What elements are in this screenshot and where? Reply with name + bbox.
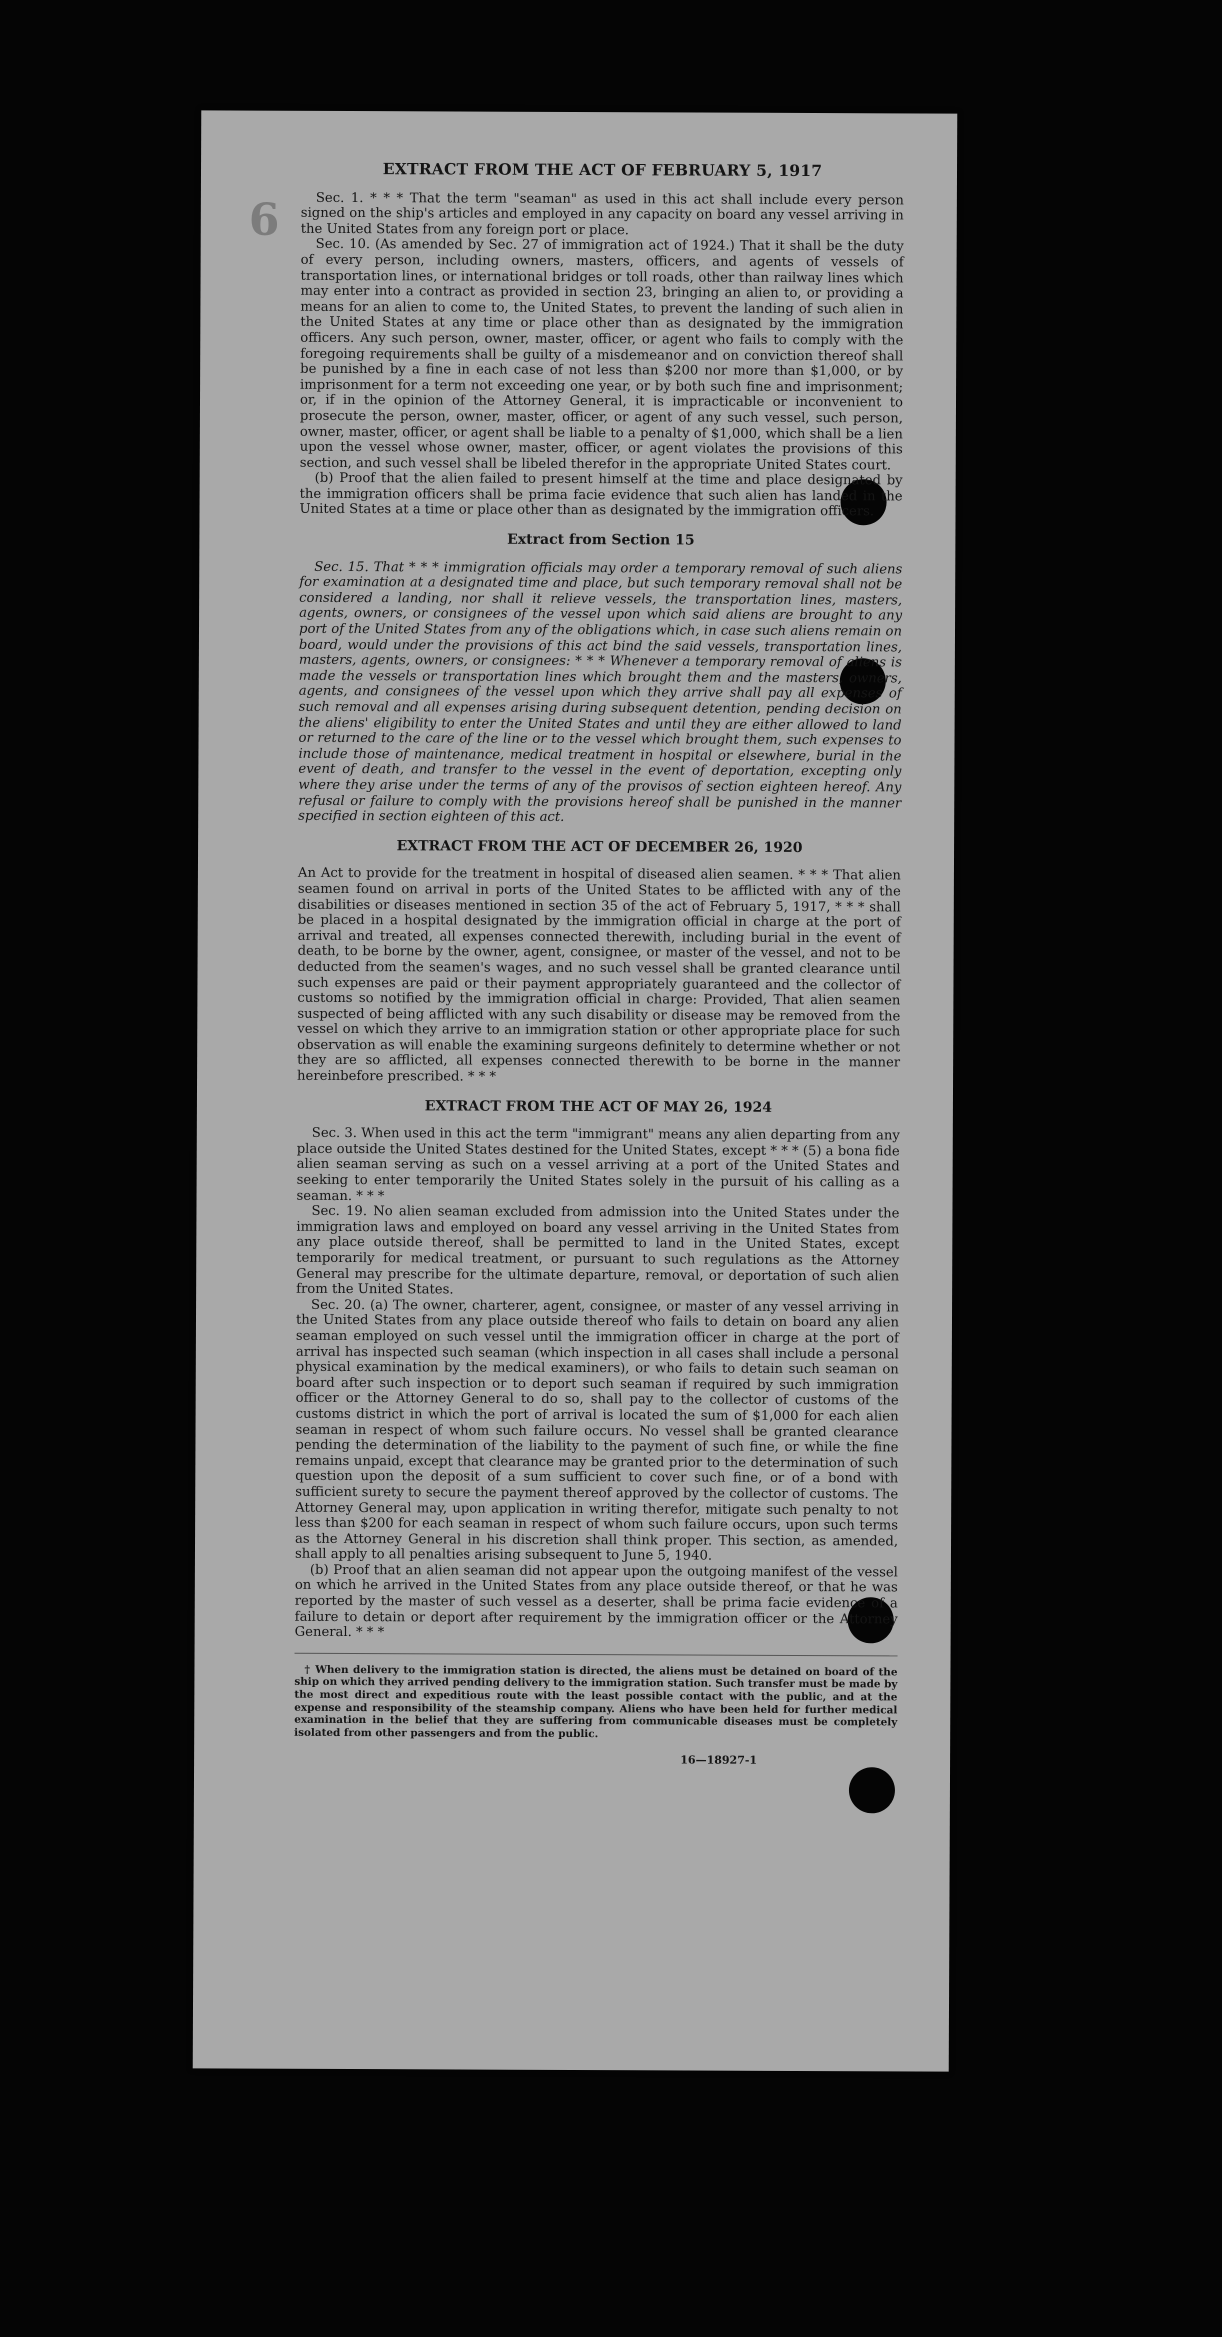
punch-hole	[849, 1767, 895, 1813]
paragraph: An Act to provide for the treatment in hospital of diseased alien seamen. * * * That alien seamen found on arrival in ports of the United States to be afflicted with any of the disabilities or diseases mentioned in section 35 of the act of February 5, 1917, * * * shall be placed in a hospital designated by the immigration official in charge at the port of arrival and treated, all expenses connected therewith, including burial in the event of death, to be borne by the owner, agent, consignee, or master of the vessel, and not to be deducted from the seamen's wages, and no such vessel shall be granted clearance until such expenses are paid or their payment appropriately guaranteed and the collector of customs so notified by the immigration official in charge: Provided, That alien seamen suspected of being afflicted with any such disability or disease may be removed from the vessel on which they arrive to an immigration station or other appropriate place for such observation as will enable the examining surgeons definitely to determine whether or not they are so afflicted, all expenses connected therewith to be borne in the manner hereinbefore prescribed. * * *	[297, 866, 901, 1085]
section-act-feb-1917	[299, 161, 904, 521]
paragraph: (b) Proof that the alien failed to present himself at the time and place designated by the immigration officers shall be prima facie evidence that such alien has landed in the United States at a time or place other than as designated by the immigration officers.	[299, 471, 903, 520]
section-heading: EXTRACT FROM THE ACT OF FEBRUARY 5, 1917	[382, 159, 823, 181]
paragraph: Sec. 15. That * * * immigration officials may order a temporary removal of such aliens for examination at a designated time and place, but such temporary removal shall not be considered a landing, nor shall it relieve vessels, the transportation lines, masters, agents, owners, or consignees of the vessel upon which said aliens are brought to any port of the United States from any of the obligations which, in case such aliens remain on board, would under the provisions of this act bind the said vessels, transportation lines, masters, agents, owners, or consignees: * * * Whenever a temporary removal of aliens is made the vessels or transportation lines which brought them and the masters, owners, agents, and consignees of the vessel upon which they arrive shall pay all expenses of such removal and all expenses arising during subsequent detention, pending decision on the aliens' eligibility to enter the United States and until they are either allowed to land or returned to the care of the line or to the vessel which brought them, such expenses to include those of maintenance, medical treatment in hospital or elsewhere, burial in the event of death, and transfer to the vessel in the event of deportation, excepting only where they arise under the terms of any of the provisos of section eighteen hereof. Any refusal or failure to comply with the provisions hereof shall be punished in the manner specified in section eighteen of this act.	[298, 559, 903, 826]
section-heading: EXTRACT FROM THE ACT OF DECEMBER 26, 1920	[396, 837, 803, 856]
document-text	[294, 161, 904, 1770]
section-act-dec-1920	[297, 839, 901, 1088]
faded-margin-mark: 6	[248, 194, 280, 246]
paragraph: Sec. 1. * * * That the term "seaman" as used in this act shall include every person signed on the ship's articles and employed in any capacity on board any vessel arriving in the United States from any foreign port or place.	[300, 190, 904, 239]
paragraph: Sec. 3. When used in this act the term "immigrant" means any alien departing from any place outside the United States destined for the United States, except * * * (5) a bona fide alien seaman serving as such on a vessel arriving at a port of the United States and seeking to enter temporarily the United States solely in the pursuit of his calling as a seaman. * * *	[296, 1126, 900, 1204]
form-number: 16—18927-1	[680, 1753, 758, 1768]
paragraph: Sec. 19. No alien seaman excluded from admission into the United States under the immigration laws and employed on board any vessel arriving in the United States from any place outside thereof, shall be permitted to land in the United States, except temporarily for medical treatment, or pursuant to such regulations as the Attorney General may prescribe for the ultimate departure, removal, or deportation of such alien from the United States.	[296, 1204, 900, 1298]
document-page	[193, 110, 958, 2071]
paragraph: (b) Proof that an alien seaman did not appear upon the outgoing manifest of the vessel on which he arrived in the United States from any place outside thereof, or that he was reported by the master of such vessel as a deserter, shall be prima facie evidence of a failure to detain or deport after requirement by the immigration officer or the Attorney General. * * *	[294, 1562, 898, 1641]
section-act-may-1924	[295, 1098, 900, 1643]
section-heading: Extract from Section 15	[507, 531, 695, 549]
footnote: † When delivery to the immigration station is directed, the aliens must be detained on board of the ship on which they arrived pending delivery to the immigration station. Such transfer must be made by the most direct and expeditious route with the least possible contact with the public, and at the expense and responsibility of the steamship company. Aliens who have been held for further medical examination in the belief that they are suffering from communicable diseases must be completely isolated from other passengers and from the public.	[294, 1663, 898, 1740]
section-heading: EXTRACT FROM THE ACT OF MAY 26, 1924	[424, 1098, 773, 1116]
paragraph: Sec. 20. (a) The owner, charterer, agent, consignee, or master of any vessel arriving in the United States from any place outside thereof who fails to detain on board any alien seaman employed on such vessel until the immigration officer in charge at the port of arrival has inspected such seaman (which inspection in all cases shall include a personal physical examination by the medical examiners), or who fails to detain such seaman on board after such inspection or to deport such seaman if required by such immigration officer or the Attorney General to do so, shall pay to the collector of customs of the customs district in which the port of arrival is located the sum of $1,000 for each alien seaman in respect of whom such failure occurs. No vessel shall be granted clearance pending the determination of the liability to the payment of such fine, or while the fine remains unpaid, except that clearance may be granted prior to the determination of such question upon the deposit of a sum sufficient to cover such fine, or of a bond with sufficient surety to secure the payment thereof approved by the collector of customs. The Attorney General may, upon application in writing therefor, mitigate such penalty to not less than $200 for each seaman in respect of whom such failure occurs, upon such terms as the Attorney General in his discretion shall think proper. This section, as amended, shall apply to all penalties arising subsequent to June 5, 1940.	[294, 1297, 900, 1564]
footnote-divider	[295, 1653, 898, 1657]
section-extract-15	[298, 532, 902, 827]
paragraph: Sec. 10. (As amended by Sec. 27 of immigration act of 1924.) That it shall be the duty of every person, including owners, masters, officers, and agents of vessels of transportation lines, or international bridges or toll roads, other than railway lines which may enter into a contract as provided in section 23, bringing an alien to, or providing a means for an alien to come to, the United States, to prevent the landing of such alien in the United States at any time or place other than as designated by the immigration officers. Any such person, owner, master, officer, or agent who fails to comply with the foregoing requirements shall be guilty of a misdemeanor and on conviction thereof shall be punished by a fine in each case of not less than $200 nor more than $1,000, or by imprisonment for a term not exceeding one year, or by both such fine and imprisonment; or, if in the opinion of the Attorney General, it is impracticable or inconvenient to prosecute the person, owner, master, officer, or agent of any such vessel, such person, owner, master, officer, or agent shall be liable to a penalty of $1,000, which shall be a lien upon the vessel whose owner, master, officer, or agent violates the provisions of this section, and such vessel shall be libeled therefor in the appropriate United States court.	[299, 237, 904, 474]
